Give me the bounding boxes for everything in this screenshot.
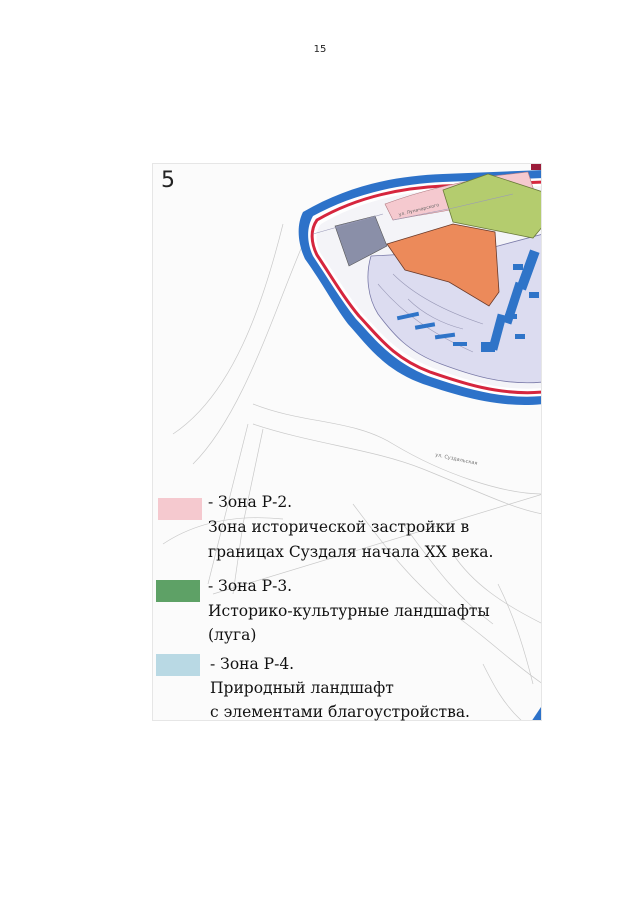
map-image: [153, 164, 542, 721]
legend-desc-r4-line1: Природный ландшафт: [210, 679, 394, 697]
legend-desc-r4-line2: с элементами благоустройства.: [210, 703, 470, 721]
legend-zone-r3: - Зона Р-3.: [208, 577, 293, 595]
legend-desc-r2-line2: границах Суздаля начала XX века.: [208, 543, 494, 561]
legend-desc-r3-line2: (луга): [208, 626, 257, 644]
page-number: 15: [313, 44, 327, 55]
legend-zone-r2: - Зона Р-2.: [208, 493, 293, 511]
legend-zone-r4: - Зона Р-4.: [210, 655, 295, 673]
red-block: [531, 164, 542, 170]
street-label-suzdalskaya: ул. Суздальская: [434, 452, 478, 467]
map-number-label: 5: [161, 168, 175, 193]
legend-desc-r3-line1: Историко-культурные ландшафты: [208, 602, 490, 620]
legend-desc-r2-line1: Зона исторической застройки в: [208, 518, 470, 536]
map-frame: [152, 163, 542, 721]
street-label-lunacharskogo: ул. Луначарского: [398, 203, 440, 218]
